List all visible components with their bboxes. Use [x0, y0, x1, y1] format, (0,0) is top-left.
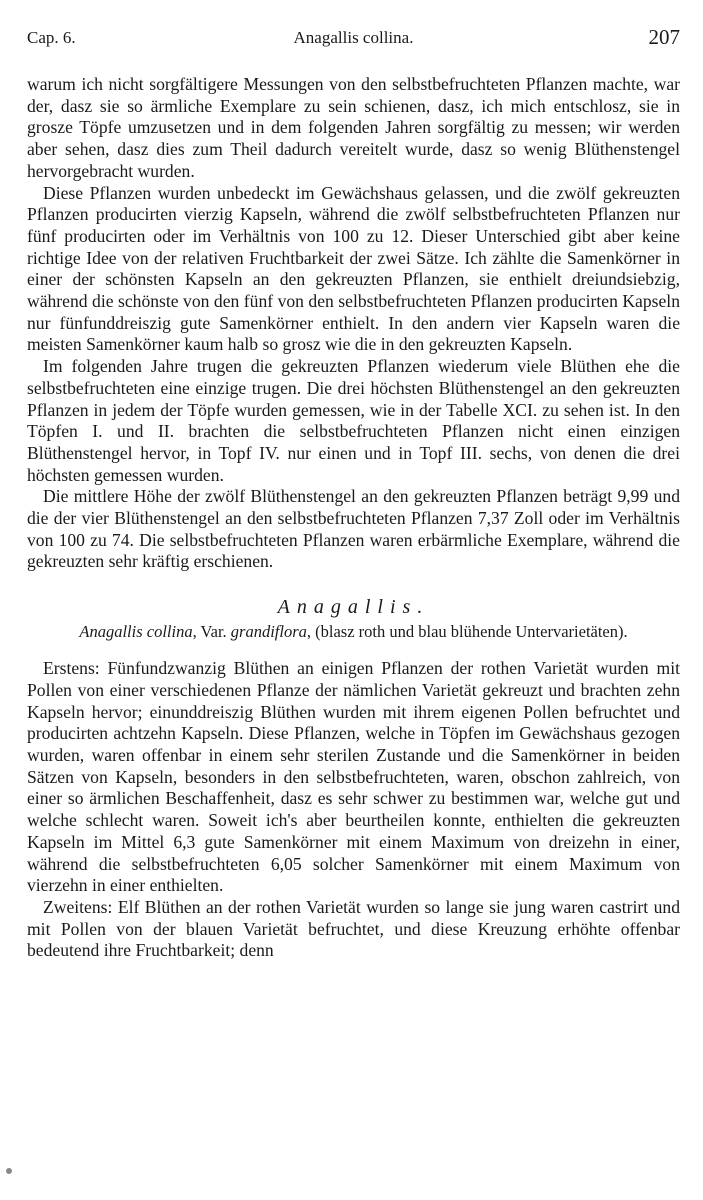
- section-heading: Anagallis.: [277, 596, 430, 619]
- running-header: [27, 25, 680, 56]
- paragraph: warum ich nicht sorgfältigere Messungen von den selbstbefruchteten Pflanzen machte, war der, dasz sie so ärmliche Exemplare zu sein schienen, dasz, ich mich entschlosz, sie in grosze Töpfe umzusetzen und in dem folgenden Jahren sorgfältig zu messen; wir werden aber sehen, dasz dies zum Theil dadurch vereitelt wurde, dasz so wenig Blüthenstengel hervorgebracht wurden.: [27, 74, 680, 181]
- chapter-label: Cap. 6.: [27, 28, 76, 47]
- paragraph: Diese Pflanzen wurden unbedeckt im Gewächshaus gelassen, und die zwölf gekreuzten Pflanzen producirten vierzig Kapseln, während die zwölf selbstbefruchteten Pflanzen nur fünf producirten oder im Verhältnis von 100 zu 12. Dieser Unterschied gibt aber keine richtige Idee von der relativen Fruchtbarkeit der zwei Sätze. Ich zählte die Samenkörner in einer der schönsten Kapseln an den gekreuzten Pflanzen, sie enthielt dreiundsiebzig, während die schönste von den fünf von den selbstbefruchteten Pflanzen producirten Kapseln nur fünfunddreiszig gute Samenkörner enthielt. In den andern vier Kapseln waren die meisten Samenkörner kaum halb so grosz wie die in den gekreuzten Kapseln.: [27, 182, 680, 355]
- book-page: [27, 25, 680, 962]
- print-speck: [6, 1168, 12, 1174]
- variety-name: grandiflora: [230, 622, 307, 642]
- section-subtitle: [27, 621, 680, 642]
- subtitle-mid: , Var.: [192, 622, 231, 642]
- main-text: [27, 74, 680, 962]
- paragraph: Erstens: Fünfundzwanzig Blüthen an einigen Pflanzen der rothen Varietät wurden mit Pollen von einer verschiedenen Pflanze der nämlichen Varietät gekreuzt und brachten zehn Kapseln hervor; einunddreiszig Blüthen wurden mit ihrem eigenen Pollen befruchtet und producirten achtzehn Kapseln. Diese Pflanzen, welche in Töpfen im Gewächshaus gezogen wurden, waren offenbar in einem sehr sterilen Zustande und die Samenkörner in beiden Sätzen von Kapseln, besonders in den selbstbefruchteten, waren, obschon zahlreich, von einer so ärmlichen Beschaffenheit, dasz es sehr schwer zu bestimmen war, welche gut und welche schlecht waren. Soweit ich's aber beurtheilen konnte, enthielten die gekreuzten Kapseln im Mittel 6,3 gute Samenkörner mit einem Maximum von dreizehn in einer, während die selbstbefruchteten 6,05 solcher Samenkörner mit einem Maximum von vierzehn in einer enthielten.: [27, 658, 680, 896]
- running-title: Anagallis collina.: [293, 28, 414, 47]
- paragraph: Im folgenden Jahre trugen die gekreuzten Pflanzen wiederum viele Blüthen ehe die selbstbefruchteten eine einzige trugen. Die drei höchsten Blüthenstengel an den gekreuzten Pflanzen in jedem der Töpfe wurden gemessen, wie in der Tabelle XCI. zu sehen ist. In den Töpfen I. und II. brachten die selbstbefruchteten Pflanzen nicht einen einzigen Blüthenstengel hervor, in Topf IV. nur einen und in Topf III. sechs, von denen die drei höchsten gemessen wurden.: [27, 356, 680, 485]
- subtitle-rest: , (blasz roth und blau blühende Untervarietäten).: [306, 622, 628, 642]
- paragraph: Die mittlere Höhe der zwölf Blüthenstengel an den gekreuzten Pflanzen beträgt 9,99 und die der vier Blüthenstengel an den selbstbefruchteten Pflanzen 7,37 Zoll oder im Verhältnis von 100 zu 74. Die selbstbefruchteten Pflanzen waren erbärmliche Exemplare, während die gekreuzten sehr kräftig erschienen.: [27, 486, 680, 572]
- section-body: [27, 658, 680, 962]
- page-number: 207: [648, 25, 680, 49]
- paragraph: Zweitens: Elf Blüthen an der rothen Varietät wurden so lange sie jung waren castrirt und mit Pollen von der blauen Varietät befruchtet, und diese Kreuzung erhöhte offenbar bedeutend ihre Fruchtbarkeit; denn: [27, 896, 680, 961]
- species-name: Anagallis collina: [79, 622, 193, 642]
